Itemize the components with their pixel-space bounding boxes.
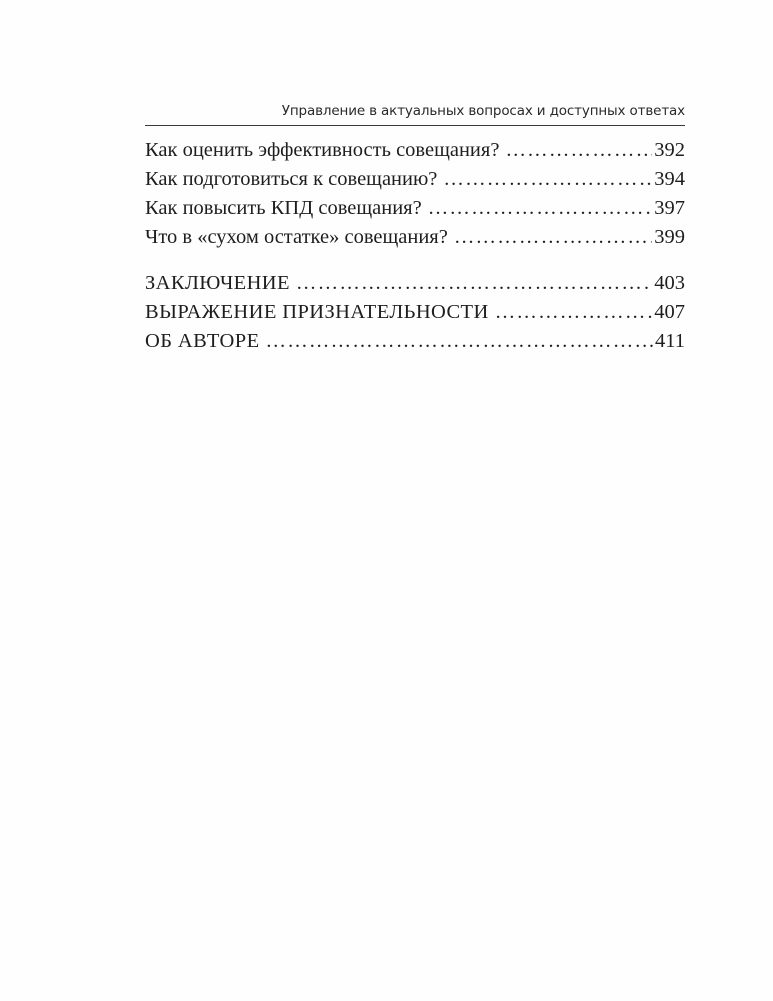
toc-entry-title: ЗАКЛЮЧЕНИЕ [145,272,290,294]
toc-entry-page: 399 [654,226,685,248]
dot-leader [505,136,652,165]
toc-entry-title: ОБ АВТОРЕ [145,330,260,352]
toc-entry-page: 392 [654,139,685,161]
table-of-contents [145,136,685,356]
dot-leader [443,165,652,194]
toc-entry-title: Как повысить КПД совещания? [145,197,422,219]
toc-entry-acknowledgements [145,298,685,327]
toc-entry [145,223,685,252]
toc-entry-title: Что в «сухом остатке» совещания? [145,226,448,248]
dot-leader [266,327,654,356]
toc-entry-page: 397 [654,197,685,219]
toc-entry-about-author [145,327,685,356]
toc-entry [145,194,685,223]
header-rule [145,125,685,126]
toc-entry-page: 403 [654,272,685,294]
toc-entry-title: ВЫРАЖЕНИЕ ПРИЗНАТЕЛЬНОСТИ [145,301,489,323]
dot-leader [296,269,652,298]
toc-entry [145,165,685,194]
toc-entry-page: 394 [654,168,685,190]
dot-leader [454,223,652,252]
toc-entry-title: Как подготовиться к совещанию? [145,168,438,190]
toc-entry-conclusion [145,269,685,298]
dot-leader [495,298,653,327]
toc-entry [145,136,685,165]
toc-entry-title: Как оценить эффективность совещания? [145,139,500,161]
toc-entry-page: 407 [654,301,685,323]
section-spacer [145,252,685,269]
toc-entry-page: 411 [655,330,685,352]
running-head: Управление в актуальных вопросах и доступных ответах [281,103,685,119]
dot-leader [428,194,653,223]
